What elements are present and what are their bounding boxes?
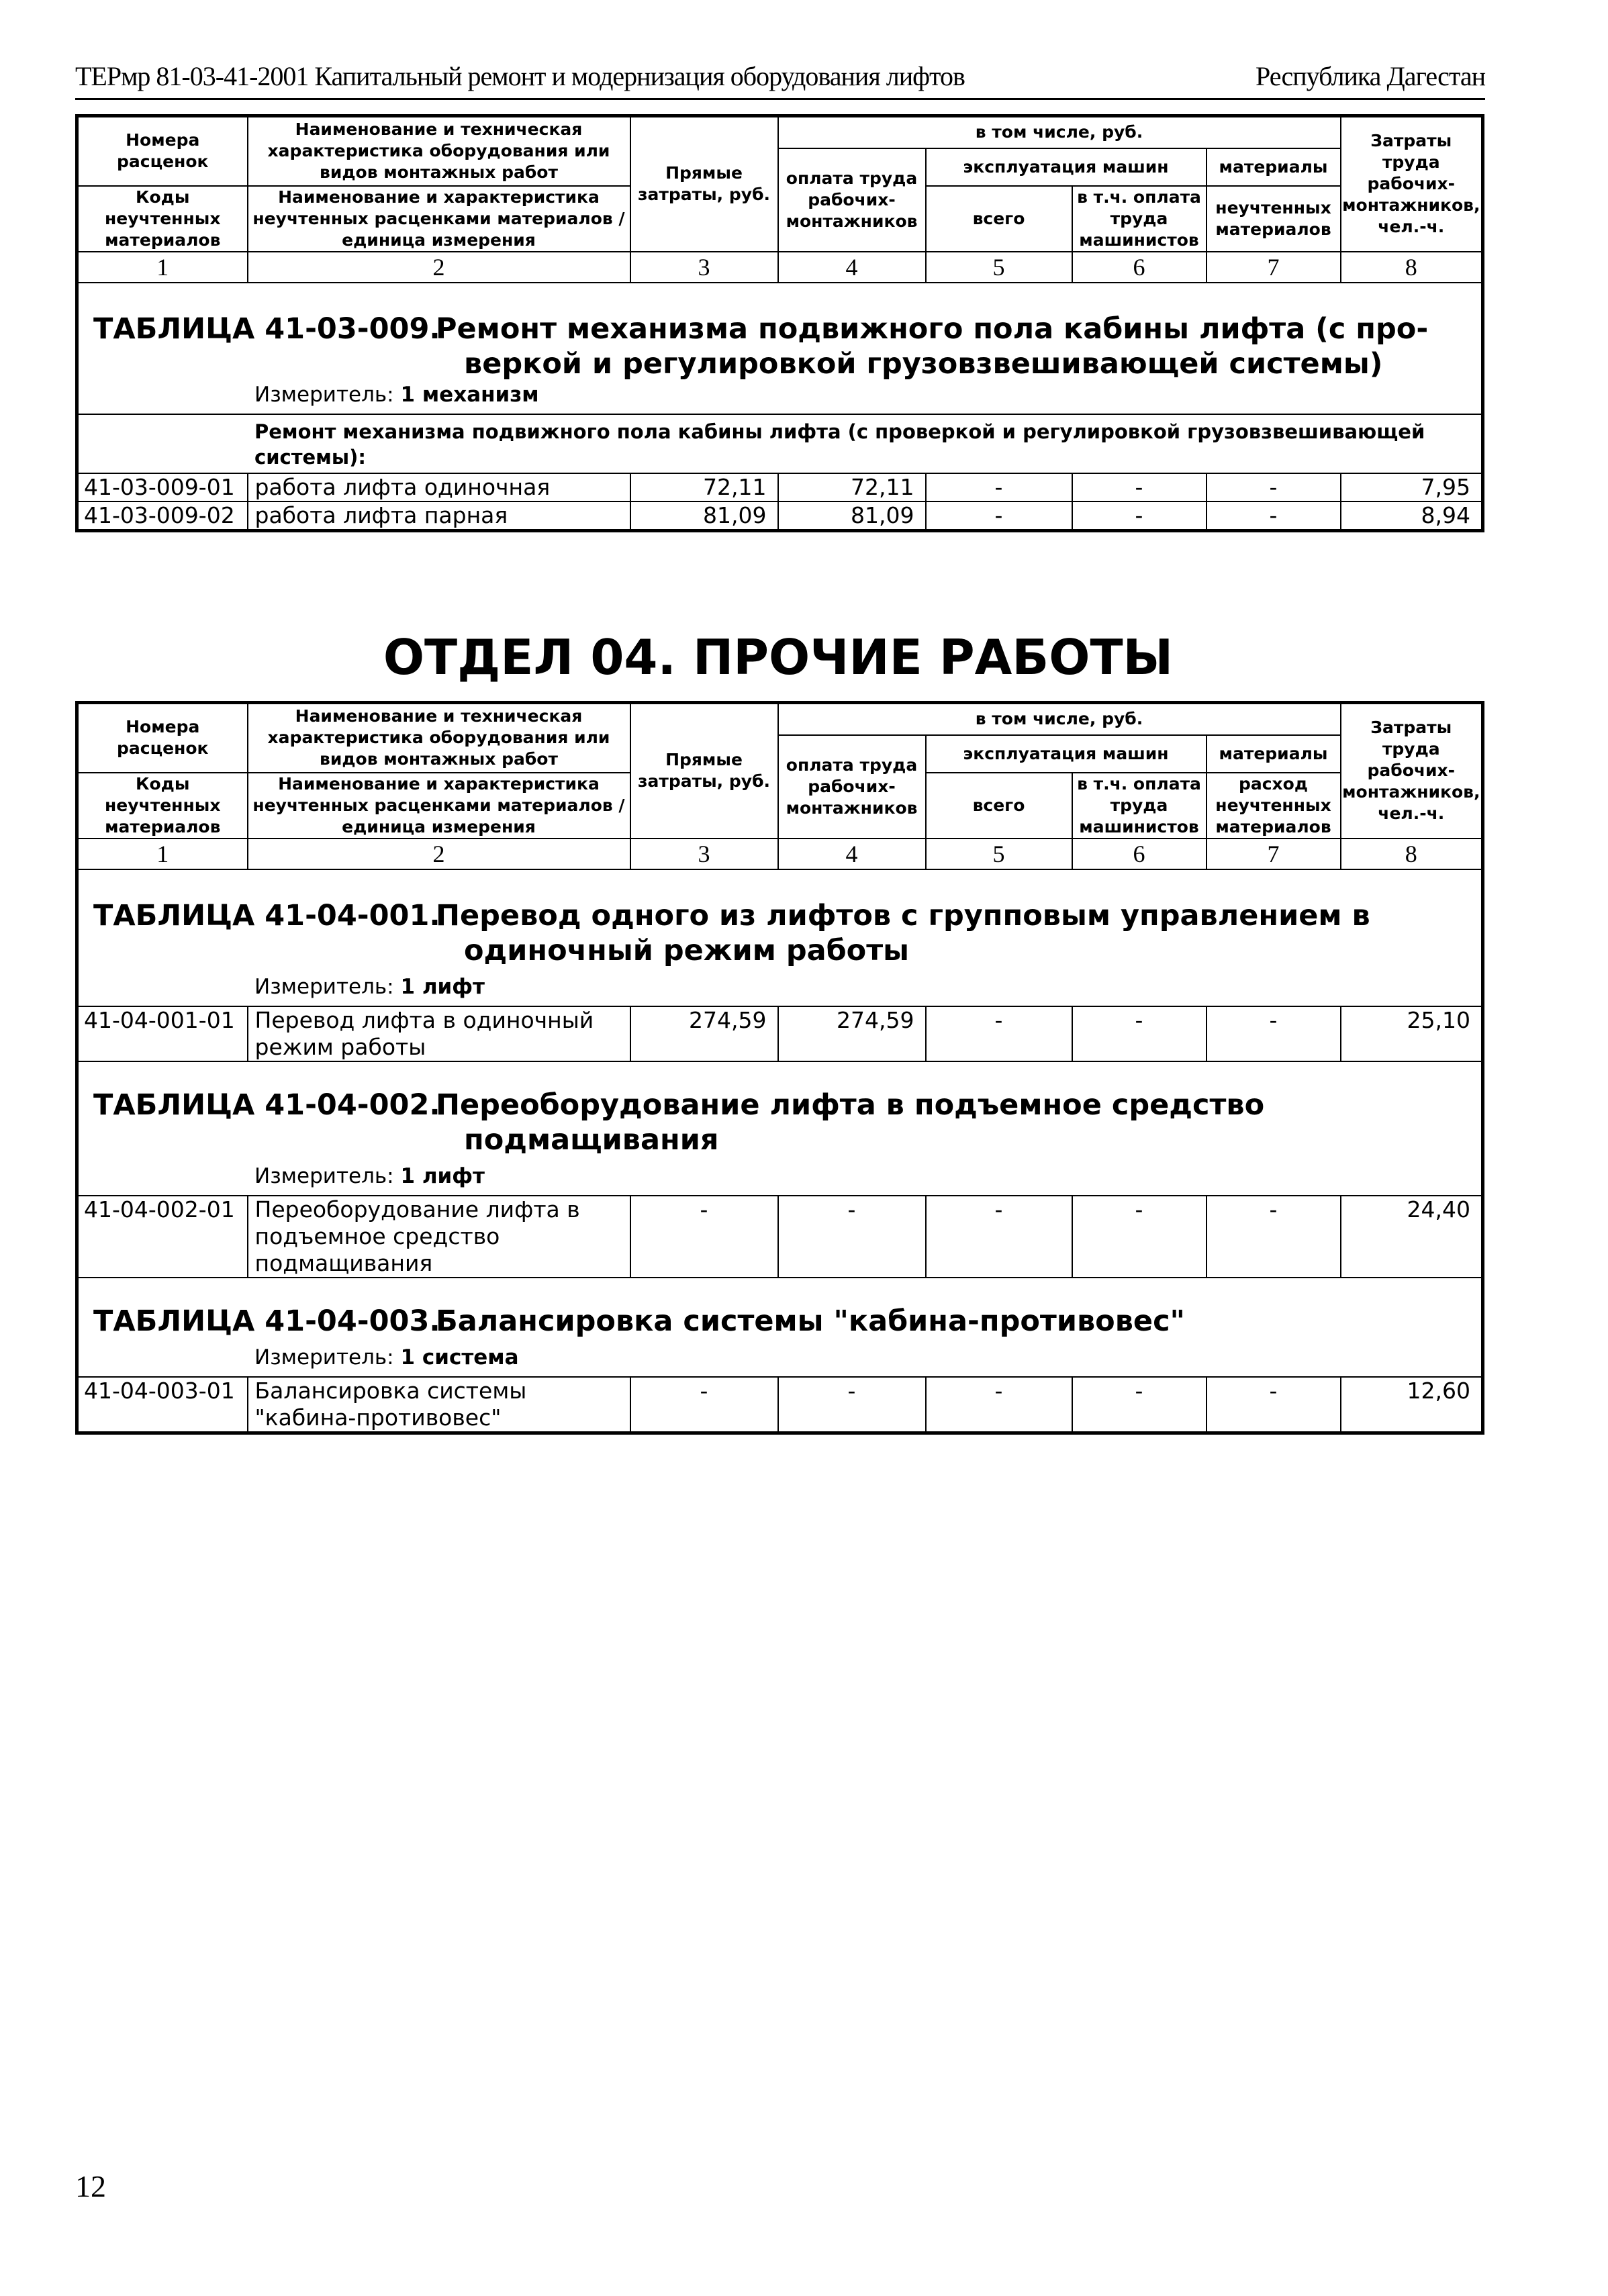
col-num-2: 2 bbox=[248, 839, 630, 869]
col-num-2: 2 bbox=[248, 252, 630, 283]
direct-costs: - bbox=[630, 1196, 778, 1278]
table-row bbox=[77, 1196, 1483, 1278]
col-num-4: 4 bbox=[778, 839, 926, 869]
col-num-5: 5 bbox=[926, 252, 1072, 283]
materials: - bbox=[1207, 1377, 1341, 1433]
table-meter: Измеритель: 1 механизм bbox=[254, 382, 539, 407]
machines-total: - bbox=[926, 1006, 1072, 1061]
machinist-pay: - bbox=[1072, 1006, 1207, 1061]
header-machinist-pay: в т.ч. оплата труда машинистов bbox=[1072, 186, 1207, 252]
direct-costs: 274,59 bbox=[630, 1006, 778, 1061]
header-labor-hours: Затраты труда рабочих-монтажников, чел.-ч. bbox=[1341, 703, 1483, 839]
running-header-region: Республика Дагестан bbox=[1256, 61, 1485, 91]
rate-name: работа лифта одиночная bbox=[248, 473, 630, 501]
col-num-7: 7 bbox=[1207, 252, 1341, 283]
rate-name: Переоборудование лифта в подъемное средство подмащивания bbox=[248, 1196, 630, 1278]
labor-pay: 72,11 bbox=[778, 473, 926, 501]
header-work-name: Наименование и техническая характеристика оборудования или видов монтажных работ bbox=[248, 703, 630, 773]
table-title-block bbox=[77, 1278, 1483, 1377]
direct-costs: 72,11 bbox=[630, 473, 778, 501]
header-material-codes: Коды неучтенных материалов bbox=[77, 186, 248, 252]
labor-hours: 7,95 bbox=[1341, 473, 1483, 501]
table-title-block bbox=[77, 1061, 1483, 1196]
header-work-name: Наименование и техническая характеристика оборудования или видов монтажных работ bbox=[248, 116, 630, 186]
labor-hours: 12,60 bbox=[1341, 1377, 1483, 1433]
rate-code: 41-04-003-01 bbox=[77, 1377, 248, 1433]
table-row bbox=[77, 1377, 1483, 1433]
rate-name: Перевод лифта в одиночный режим работы bbox=[248, 1006, 630, 1061]
rate-name: работа лифта парная bbox=[248, 501, 630, 531]
running-header bbox=[75, 56, 1485, 100]
rate-code: 41-04-002-01 bbox=[77, 1196, 248, 1278]
header-material-name: Наименование и характеристика неучтенных расценками материалов / единица измерения bbox=[248, 186, 630, 252]
header-machinist-pay: в т.ч. оплата труда машинистов bbox=[1072, 773, 1207, 839]
header-machines: эксплуатация машин bbox=[926, 735, 1207, 773]
labor-pay: 274,59 bbox=[778, 1006, 926, 1061]
section-title: ОТДЕЛ 04. ПРОЧИЕ РАБОТЫ bbox=[383, 629, 1174, 685]
direct-costs: - bbox=[630, 1377, 778, 1433]
col-num-6: 6 bbox=[1072, 839, 1207, 869]
table-title-cont: веркой и регулировкой грузовзвешивающей системы) bbox=[464, 346, 1383, 381]
header-labor-pay: оплата труда рабочих-монтажников bbox=[778, 735, 926, 839]
group-label: Ремонт механизма подвижного пола кабины лифта (с проверкой и регулировкой грузовзвешивающей системы): bbox=[77, 414, 1483, 473]
materials: - bbox=[1207, 501, 1341, 531]
col-num-4: 4 bbox=[778, 252, 926, 283]
col-num-8: 8 bbox=[1341, 252, 1483, 283]
table-title-block bbox=[77, 283, 1483, 414]
labor-hours: 8,94 bbox=[1341, 501, 1483, 531]
machinist-pay: - bbox=[1072, 501, 1207, 531]
header-including: в том числе, руб. bbox=[778, 116, 1341, 148]
header-labor-pay: оплата труда рабочих-монтажников bbox=[778, 148, 926, 252]
table-row bbox=[77, 1006, 1483, 1061]
header-direct-costs: Прямые затраты, руб. bbox=[630, 116, 778, 252]
table-row bbox=[77, 473, 1483, 501]
header-machines-total: всего bbox=[926, 773, 1072, 839]
col-num-8: 8 bbox=[1341, 839, 1483, 869]
col-num-1: 1 bbox=[77, 839, 248, 869]
machines-total: - bbox=[926, 501, 1072, 531]
header-machines-total: всего bbox=[926, 186, 1072, 252]
materials: - bbox=[1207, 1196, 1341, 1278]
materials: - bbox=[1207, 473, 1341, 501]
header-materials: материалы bbox=[1207, 735, 1341, 773]
labor-pay: - bbox=[778, 1196, 926, 1278]
labor-hours: 24,40 bbox=[1341, 1196, 1483, 1278]
machinist-pay: - bbox=[1072, 1377, 1207, 1433]
direct-costs: 81,09 bbox=[630, 501, 778, 531]
labor-pay: - bbox=[778, 1377, 926, 1433]
header-unaccounted-materials: неучтенных материалов bbox=[1207, 186, 1341, 252]
header-direct-costs: Прямые затраты, руб. bbox=[630, 703, 778, 839]
col-num-5: 5 bbox=[926, 839, 1072, 869]
page-number: 12 bbox=[75, 2169, 106, 2203]
table-title: ТАБЛИЦА 41-04-003.Балансировка системы "кабина-противовес" bbox=[93, 1304, 1185, 1338]
table-title: ТАБЛИЦА 41-03-009.Ремонт механизма подвижного пола кабины лифта (с про- bbox=[93, 312, 1429, 346]
table-title-cont: одиночный режим работы bbox=[464, 933, 910, 967]
rates-table-2 bbox=[75, 701, 1484, 1435]
machines-total: - bbox=[926, 473, 1072, 501]
machinist-pay: - bbox=[1072, 1196, 1207, 1278]
rate-code: 41-03-009-01 bbox=[77, 473, 248, 501]
table-meter: Измеритель: 1 лифт bbox=[254, 974, 485, 999]
table-meter: Измеритель: 1 система bbox=[254, 1345, 519, 1370]
rate-name: Балансировка системы "кабина-противовес" bbox=[248, 1377, 630, 1433]
table-title-cont: подмащивания bbox=[464, 1122, 719, 1157]
table-title-block bbox=[77, 869, 1483, 1006]
col-num-6: 6 bbox=[1072, 252, 1207, 283]
col-num-7: 7 bbox=[1207, 839, 1341, 869]
labor-pay: 81,09 bbox=[778, 501, 926, 531]
header-material-consumption: расход неучтенных материалов bbox=[1207, 773, 1341, 839]
labor-hours: 25,10 bbox=[1341, 1006, 1483, 1061]
rate-code: 41-03-009-02 bbox=[77, 501, 248, 531]
header-material-codes: Коды неучтенных материалов bbox=[77, 773, 248, 839]
running-header-title: ТЕРмр 81-03-41-2001 Капитальный ремонт и модернизация оборудования лифтов bbox=[75, 61, 965, 91]
table-meter: Измеритель: 1 лифт bbox=[254, 1163, 485, 1188]
header-material-name: Наименование и характеристика неучтенных расценками материалов / единица измерения bbox=[248, 773, 630, 839]
machines-total: - bbox=[926, 1377, 1072, 1433]
col-num-3: 3 bbox=[630, 839, 778, 869]
materials: - bbox=[1207, 1006, 1341, 1061]
header-rate-numbers: Номера расценок bbox=[77, 116, 248, 186]
header-materials: материалы bbox=[1207, 148, 1341, 186]
table-title: ТАБЛИЦА 41-04-002.Переоборудование лифта в подъемное средство bbox=[93, 1088, 1265, 1122]
table-row bbox=[77, 501, 1483, 531]
table-title: ТАБЛИЦА 41-04-001.Перевод одного из лифтов с групповым управлением в bbox=[93, 898, 1370, 932]
col-num-3: 3 bbox=[630, 252, 778, 283]
rate-code: 41-04-001-01 bbox=[77, 1006, 248, 1061]
machines-total: - bbox=[926, 1196, 1072, 1278]
machinist-pay: - bbox=[1072, 473, 1207, 501]
header-including: в том числе, руб. bbox=[778, 703, 1341, 735]
header-machines: эксплуатация машин bbox=[926, 148, 1207, 186]
col-num-1: 1 bbox=[77, 252, 248, 283]
header-rate-numbers: Номера расценок bbox=[77, 703, 248, 773]
rates-table-1 bbox=[75, 114, 1484, 532]
header-labor-hours: Затраты труда рабочих-монтажников, чел.-ч. bbox=[1341, 116, 1483, 252]
